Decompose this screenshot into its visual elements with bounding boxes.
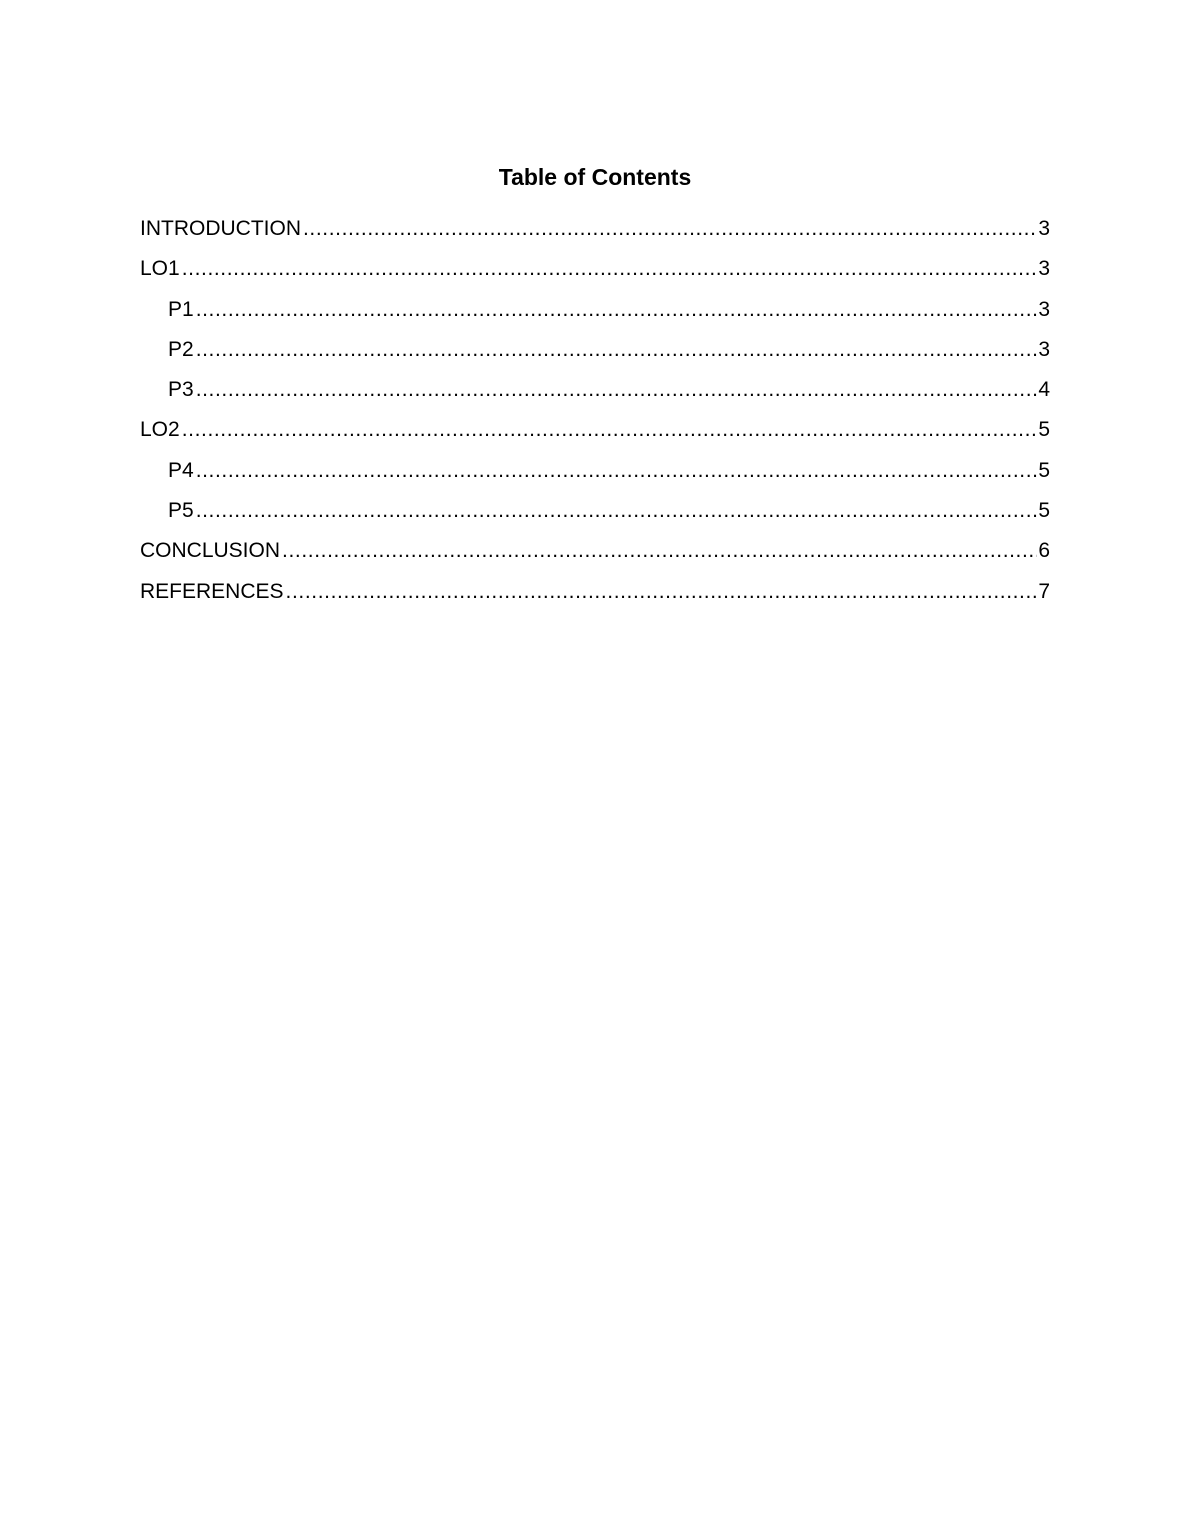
toc-entry-page-number: 3 — [1038, 217, 1050, 240]
toc-entry-page-number: 3 — [1038, 337, 1050, 361]
toc-entry-page-number: 3 — [1038, 257, 1050, 281]
toc-dot-leader — [196, 296, 1038, 324]
toc-list — [140, 215, 1050, 618]
toc-entry-label: LO2 — [140, 418, 180, 442]
toc-entry-page-number: 3 — [1038, 297, 1050, 321]
toc-entry-page-number: 6 — [1038, 539, 1050, 563]
toc-entry-label: CONCLUSION — [140, 539, 281, 563]
toc-dot-leader — [196, 336, 1038, 364]
toc-entry-p5[interactable] — [140, 497, 1050, 537]
toc-entry-page-number: 5 — [1038, 418, 1050, 442]
toc-entry-label: P5 — [168, 499, 194, 523]
toc-dot-leader — [282, 537, 1037, 565]
toc-entry-conclusion[interactable] — [140, 537, 1050, 577]
toc-entry-lo2[interactable] — [140, 416, 1050, 456]
toc-dot-leader — [196, 376, 1038, 404]
toc-entry-label: P2 — [168, 337, 194, 361]
toc-entry-page-number: 4 — [1038, 378, 1050, 402]
toc-dot-leader — [182, 255, 1038, 283]
toc-entry-label: LO1 — [140, 257, 180, 281]
toc-dot-leader — [303, 215, 1037, 243]
toc-dot-leader — [286, 578, 1038, 606]
toc-entry-p3[interactable] — [140, 376, 1050, 416]
toc-entry-label: P4 — [168, 458, 194, 482]
toc-entry-page-number: 5 — [1038, 458, 1050, 482]
toc-dot-leader — [196, 497, 1038, 525]
toc-entry-p1[interactable] — [140, 296, 1050, 336]
toc-entry-introduction[interactable] — [140, 215, 1050, 255]
toc-entry-lo1[interactable] — [140, 255, 1050, 295]
toc-entry-page-number: 5 — [1038, 499, 1050, 523]
toc-dot-leader — [182, 416, 1038, 444]
toc-entry-p2[interactable] — [140, 336, 1050, 376]
toc-entry-references[interactable] — [140, 578, 1050, 618]
toc-entry-label: P3 — [168, 378, 194, 402]
toc-entry-label: INTRODUCTION — [140, 217, 301, 240]
toc-title: Table of Contents — [498, 164, 692, 190]
toc-entry-label: REFERENCES — [140, 579, 284, 603]
toc-entry-label: P1 — [168, 297, 194, 321]
toc-dot-leader — [196, 457, 1038, 485]
toc-entry-p4[interactable] — [140, 457, 1050, 497]
toc-entry-page-number: 7 — [1038, 579, 1050, 603]
